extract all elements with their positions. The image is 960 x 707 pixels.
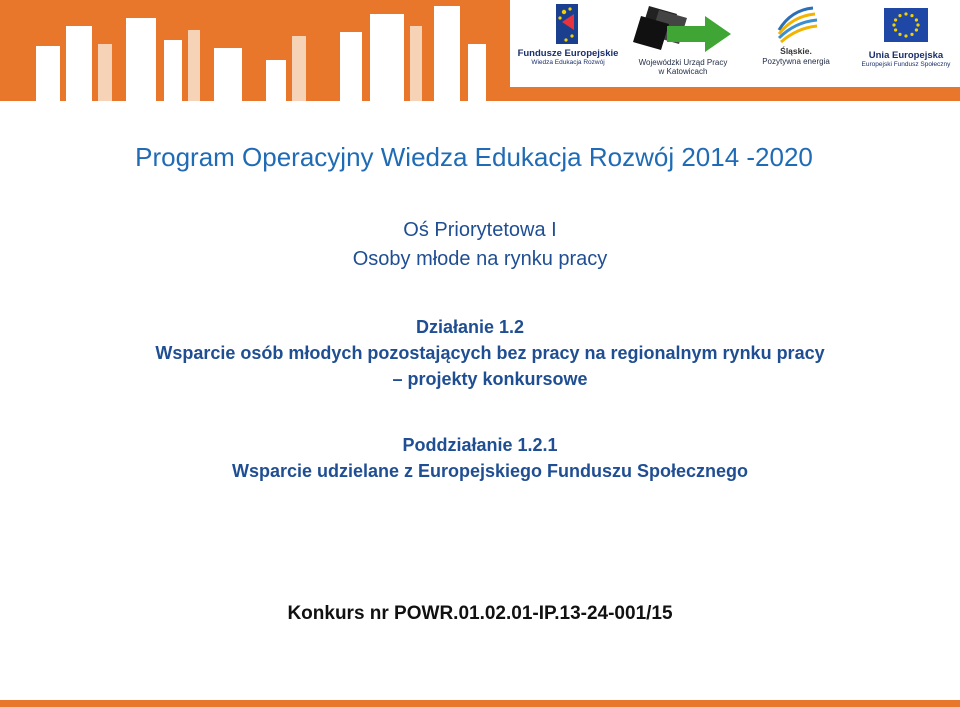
priority-axis-name: Osoby młode na rynku pracy	[352, 248, 608, 270]
banner-block	[292, 36, 306, 101]
slaskie-logo	[744, 0, 848, 87]
fundusze-europejskie-logo	[514, 0, 622, 87]
banner-block	[126, 18, 156, 101]
slaskie-waves-icon	[771, 0, 821, 46]
banner-block	[266, 60, 286, 101]
unia-europejska-name: Unia Europejska	[868, 50, 944, 61]
program-title: Program Operacyjny Wiedza Edukacja Rozwój 2014 -2020	[135, 142, 813, 172]
banner-block	[434, 6, 460, 101]
banner-block	[36, 46, 60, 101]
priority-axis-number: Oś Priorytetowa I	[403, 219, 557, 241]
banner-block	[214, 48, 242, 101]
banner-block	[66, 26, 92, 101]
banner-block	[370, 14, 404, 101]
fundusze-europejskie-name: Fundusze Europejskie	[517, 48, 619, 59]
wup-caption-line1: Wojewódzki Urząd Pracy	[638, 58, 728, 67]
eu-flag-icon	[876, 0, 936, 50]
fundusze-europejskie-sub: Wiedza Edukacja Rozwój	[531, 59, 605, 66]
wup-katowice-logo	[628, 0, 738, 87]
unia-europejska-logo	[854, 0, 958, 87]
footer-accent-line	[0, 700, 960, 707]
measure-name: Wsparcie osób młodych pozostających bez pracy na regionalnym rynku pracy	[155, 343, 825, 363]
logo-strip	[510, 0, 960, 87]
measure-type: – projekty konkursowe	[392, 369, 588, 389]
banner-block	[188, 30, 200, 101]
banner-block	[340, 32, 362, 101]
fundusze-europejskie-flag-icon	[548, 0, 588, 48]
banner-block	[164, 40, 182, 101]
banner-block	[468, 44, 486, 101]
wup-arrow-icon	[631, 0, 735, 58]
contest-number: Konkurs nr POWR.01.02.01-IP.13-24-001/15	[287, 603, 673, 624]
header-banner	[0, 0, 960, 101]
slaskie-caption-line2: Pozytywna energia	[762, 57, 830, 66]
slaskie-caption-line1: Śląskie.	[780, 46, 812, 56]
submeasure-number: Poddziałanie 1.2.1	[402, 435, 558, 455]
wup-caption-line2: w Katowicach	[658, 67, 708, 76]
measure-number: Działanie 1.2	[415, 317, 525, 337]
banner-block	[410, 26, 422, 101]
submeasure-name: Wsparcie udzielane z Europejskiego Funduszu Społecznego	[231, 461, 749, 481]
banner-block	[98, 44, 112, 101]
unia-europejska-sub: Europejski Fundusz Społeczny	[861, 61, 951, 68]
